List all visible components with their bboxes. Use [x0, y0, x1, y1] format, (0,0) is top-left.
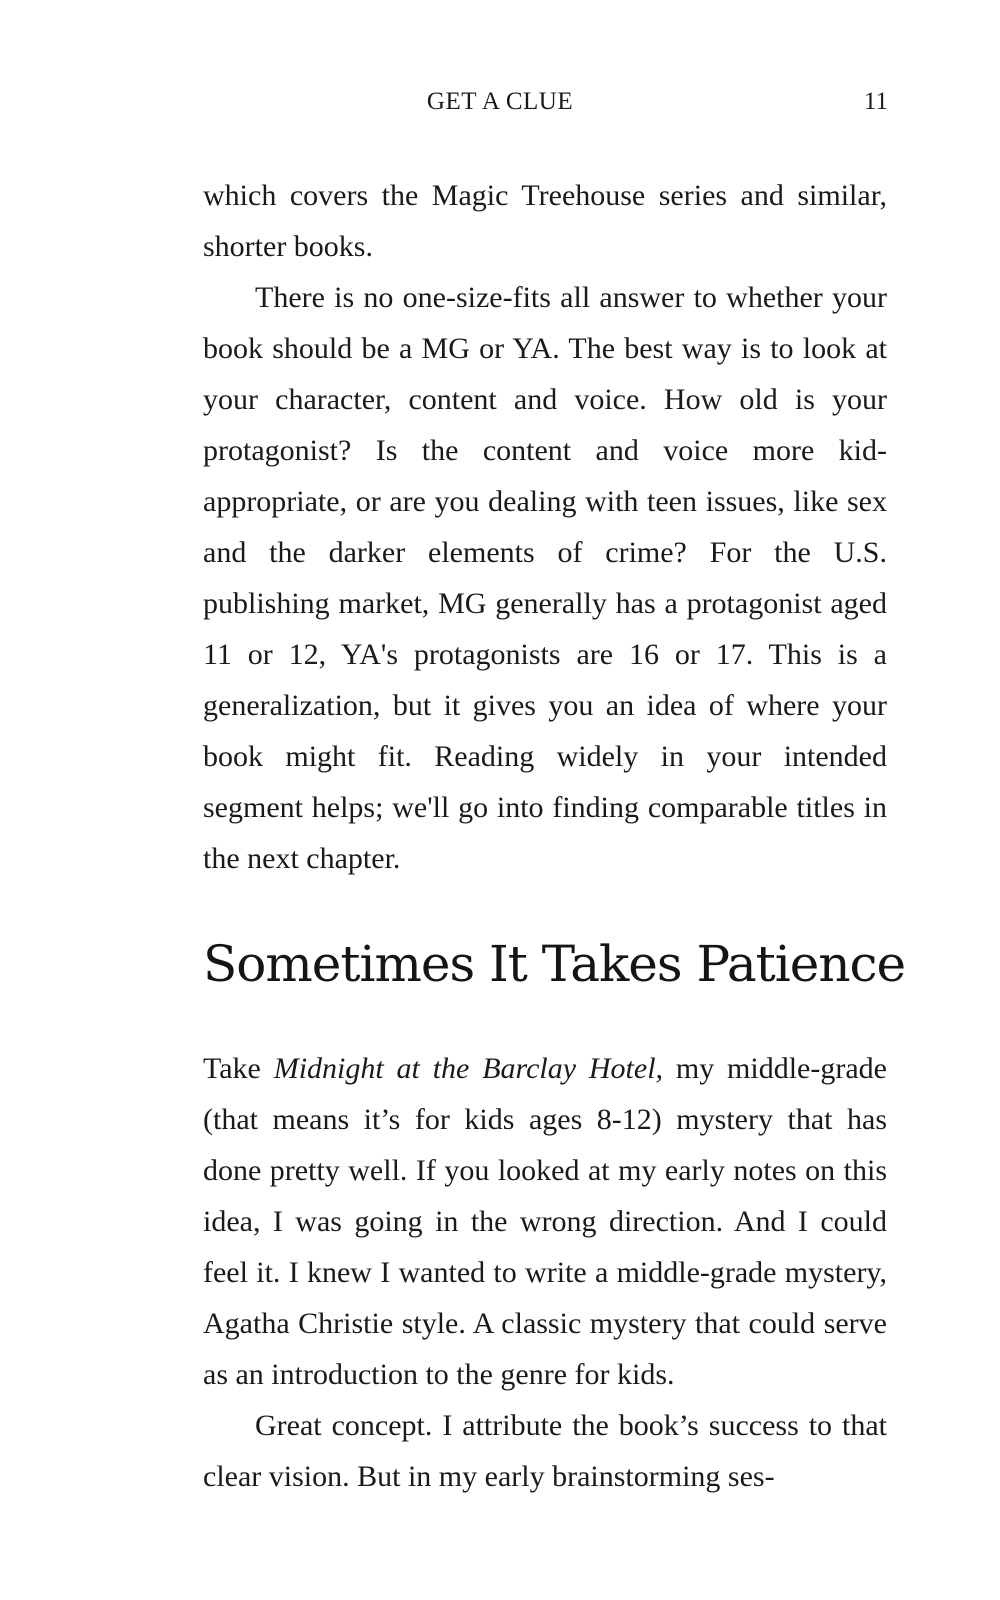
- paragraph-continued: which covers the Magic Treehouse series and similar, shorter books.: [203, 179, 887, 263]
- paragraph-mg-ya: There is no one-size-fits all answer to whether your book should be a MG or YA. The best way is to look at your character, content and voice. How old is your protagonist? Is the content and voice more kid-appropriate, or are you dealing with teen issues, like sex and the darker elements of crime? For the U.S. publishing market, MG generally has a protagonist aged 11 or 12, YA's protagonists are 16 or 17. This is a generalization, but it gives you an idea of where your book might fit. Reading widely in your intended segment helps; we'll go into finding comparable titles in the next chapter.: [203, 281, 887, 875]
- section-heading: Sometimes It Takes Patience: [203, 935, 906, 993]
- paragraph-rest: my middle-grade (that means it’s for kids ages 8-12) mystery that has done pretty well. If you looked at my early notes on this idea, I was going in the wrong direction. And I could feel it. I knew I wanted to write a middle-grade mystery, Agatha Christie style. A classic mystery that could serve as an introduction to the genre for kids.: [203, 1052, 887, 1391]
- book-title: Midnight at the Barclay Hotel,: [273, 1052, 664, 1085]
- page-number: 11: [863, 88, 888, 115]
- paragraph-great-concept: Great concept. I attribute the book’s success to that clear vision. But in my early brainstorming ses-: [203, 1409, 887, 1493]
- section-one-body: [203, 170, 887, 884]
- running-title: GET A CLUE: [426, 88, 574, 115]
- section-two-body: [203, 1043, 887, 1502]
- paragraph-barclay: [203, 1043, 887, 1400]
- running-head: [0, 88, 1000, 122]
- paragraph-lead: Take: [203, 1052, 274, 1085]
